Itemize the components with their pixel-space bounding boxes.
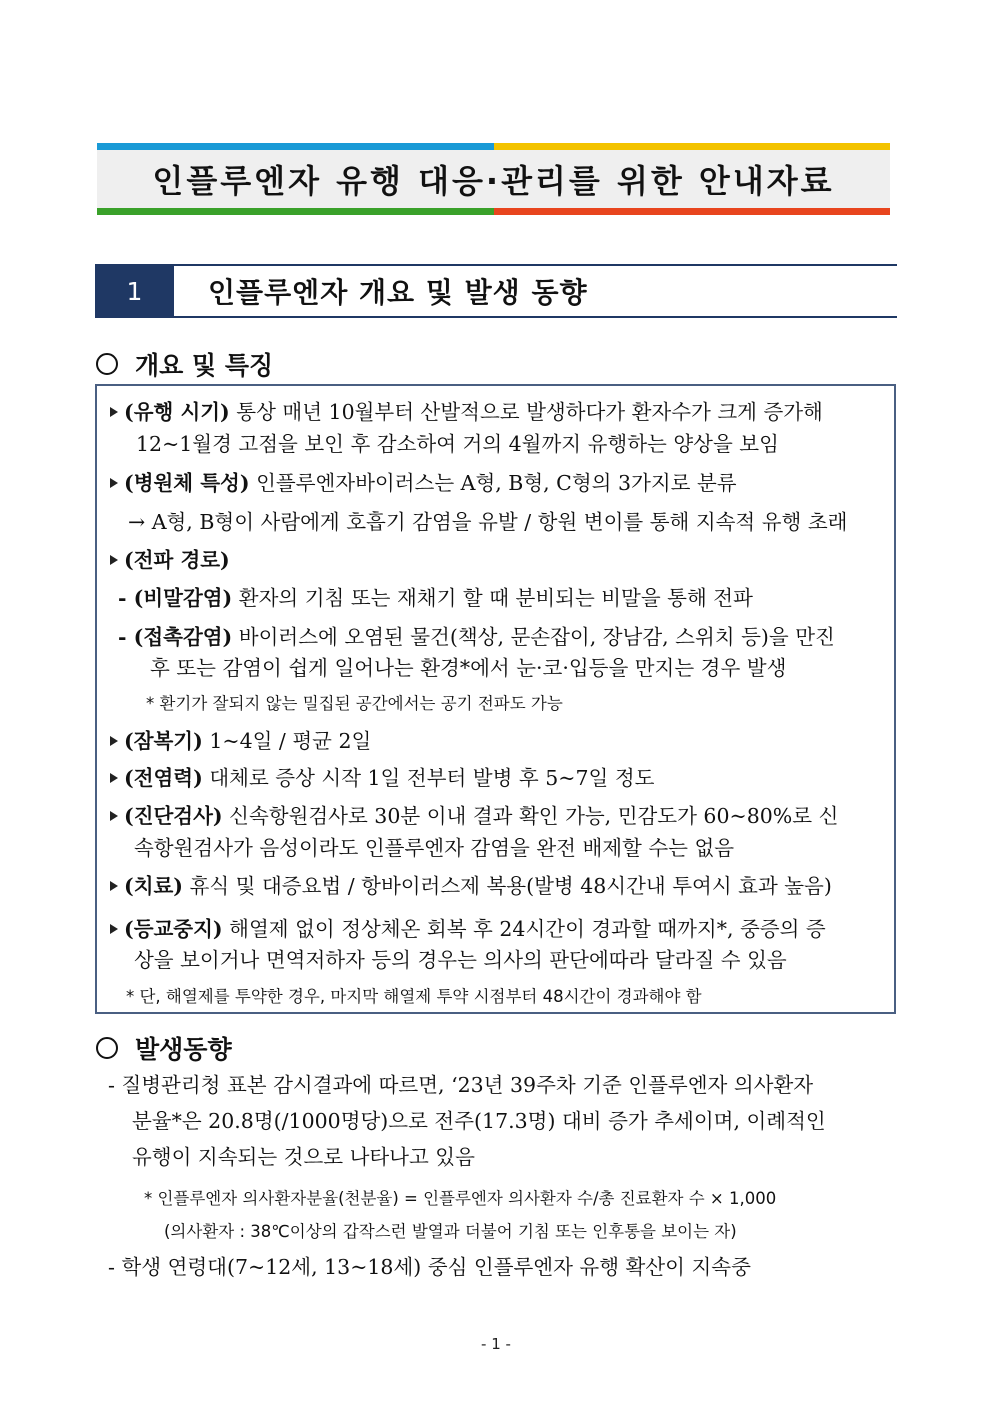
document-title: 인플루엔자 유행 대응·관리를 위한 안내자료: [152, 162, 835, 200]
triangle-bullet-icon: [110, 478, 118, 488]
overview-line: → A형, B형이 사람에게 호흡기 감염을 유발 / 항원 변이를 통해 지속적 유행 초래: [128, 510, 848, 534]
overview-line: - (비말감염) 환자의 기침 또는 재채기 할 때 분비되는 비말을 통해 전파: [118, 586, 753, 610]
trend-note: * 인플루엔자 의사환자분율(천분율) = 인플루엔자 의사환자 수/총 진료환자 수 × 1,000: [144, 1189, 777, 1208]
overview-heading: [96, 346, 273, 382]
overview-line: (병원체 특성) 인플루엔자바이러스는 A형, B형, C형의 3가지로 분류: [110, 471, 737, 495]
overview-line: 상을 보이거나 면역저하자 등의 경우는 의사의 판단에따라 달라질 수 있음: [134, 948, 787, 972]
overview-heading-text: 개요 및 특징: [135, 351, 274, 380]
circle-bullet-icon: [96, 1037, 118, 1059]
section-header: [95, 264, 897, 318]
trend-note: (의사환자 : 38℃이상의 갑작스런 발열과 더불어 기침 또는 인후통을 보이는 자): [164, 1222, 737, 1241]
section-title: 인플루엔자 개요 및 발생 동향: [208, 276, 588, 309]
trend-heading: [96, 1030, 232, 1066]
overview-line: (등교중지) 해열제 없이 정상체온 회복 후 24시간이 경과할 때까지*, 중증의 증: [110, 917, 826, 941]
overview-line: (전염력) 대체로 증상 시작 1일 전부터 발병 후 5~7일 정도: [110, 766, 654, 790]
overview-line: (진단검사) 신속항원검사로 30분 이내 결과 확인 가능, 민감도가 60~80%로 신: [110, 804, 838, 828]
trend-heading-text: 발생동향: [135, 1035, 232, 1064]
circle-bullet-icon: [96, 353, 118, 375]
section-rule-top: [174, 264, 897, 266]
overview-line: 후 또는 감염이 쉽게 일어나는 환경*에서 눈·코·입등을 만지는 경우 발생: [150, 656, 787, 680]
triangle-bullet-icon: [110, 773, 118, 783]
triangle-bullet-icon: [110, 924, 118, 934]
overview-line: 속항원검사가 음성이라도 인플루엔자 감염을 완전 배제할 수는 없음: [134, 836, 735, 860]
page-number: - 1 -: [481, 1335, 511, 1353]
trend-line: - 학생 연령대(7~12세, 13~18세) 중심 인플루엔자 유행 확산이 지속중: [108, 1255, 751, 1279]
banner-top-stripe: [97, 143, 890, 150]
overview-line: (잠복기) 1~4일 / 평균 2일: [110, 729, 371, 753]
overview-line: - (접촉감염) 바이러스에 오염된 물건(책상, 문손잡이, 장남감, 스위치 등)을 만진: [118, 625, 835, 649]
title-banner: [97, 143, 890, 215]
triangle-bullet-icon: [110, 555, 118, 565]
triangle-bullet-icon: [110, 736, 118, 746]
overview-line: (치료) 휴식 및 대증요법 / 항바이러스제 복용(발병 48시간내 투여시 효과 높음): [110, 874, 832, 898]
section-rule-bottom: [174, 316, 897, 318]
section-number: 1: [95, 264, 174, 318]
banner-body: [97, 150, 890, 208]
trend-line: 분율*은 20.8명(/1000명당)으로 전주(17.3명) 대비 증가 추세이며, 이례적인: [132, 1109, 826, 1133]
trend-line: - 질병관리청 표본 감시결과에 따르면, ‘23년 39주차 기준 인플루엔자 의사환자: [108, 1073, 814, 1097]
overview-note: * 단, 해열제를 투약한 경우, 마지막 해열제 투약 시점부터 48시간이 경과해야 함: [126, 987, 702, 1006]
trend-line: 유행이 지속되는 것으로 나타나고 있음: [132, 1145, 475, 1169]
stripe-blue: [97, 143, 494, 150]
triangle-bullet-icon: [110, 811, 118, 821]
triangle-bullet-icon: [110, 407, 118, 417]
stripe-yellow: [494, 143, 891, 150]
stripe-red: [494, 208, 891, 215]
overview-note: * 환기가 잘되지 않는 밀집된 공간에서는 공기 전파도 가능: [146, 694, 563, 713]
overview-line: (유행 시기) 통상 매년 10월부터 산발적으로 발생하다가 환자수가 크게 증가해: [110, 400, 823, 424]
overview-line: 12~1월경 고점을 보인 후 감소하여 거의 4월까지 유행하는 양상을 보임: [136, 432, 779, 456]
overview-line: (전파 경로): [110, 548, 230, 572]
triangle-bullet-icon: [110, 881, 118, 891]
banner-bottom-stripe: [97, 208, 890, 215]
stripe-green: [97, 208, 494, 215]
